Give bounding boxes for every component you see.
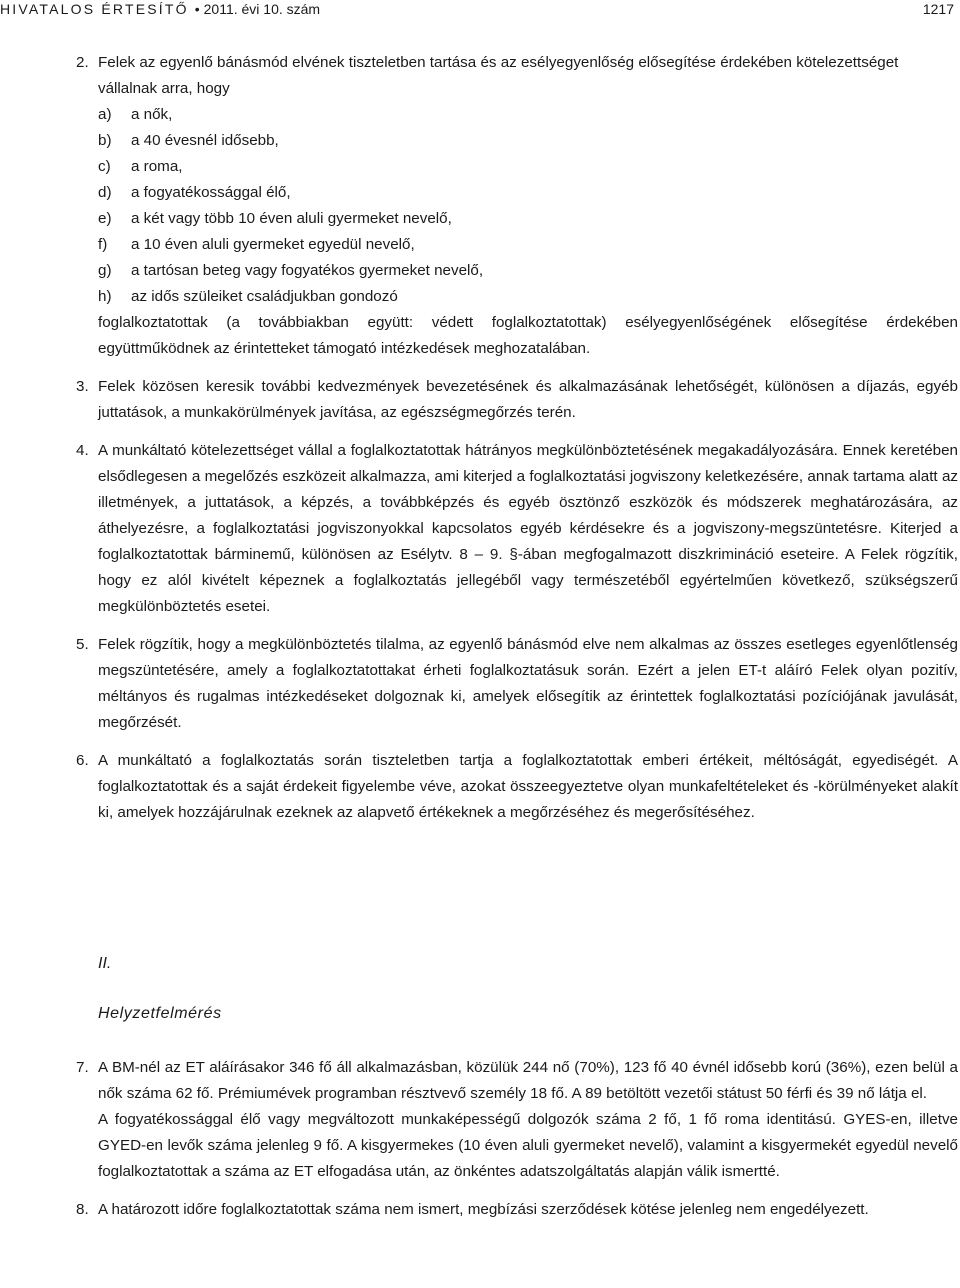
- list-letter: b): [98, 132, 112, 149]
- section-6-text: A munkáltató a foglalkoztatás során tiszteletben tartja a foglalkoztatottak emberi értékeit, méltóságát, egyediségét. A foglalkoztatottak és a saját érdekeit figyelembe véve, azokat összeegyeztetve olyan munkafeltételeket és -körülményeket alakít ki, amelyek hozzájárulnak ezeknek az alapvető értékeknek a megőrzéséhez és megerősítéséhez.: [98, 752, 958, 821]
- list-item: [98, 180, 958, 206]
- section-number: 3.: [76, 378, 89, 395]
- list-letter: c): [98, 158, 111, 175]
- list-item: [98, 284, 958, 310]
- list-letter: h): [98, 288, 112, 305]
- list-letter: e): [98, 210, 112, 227]
- list-text: a fogyatékossággal élő,: [131, 184, 291, 201]
- list-item: [98, 258, 958, 284]
- list-text: a tartósan beteg vagy fogyatékos gyermeket nevelő,: [131, 262, 484, 279]
- section-2-outro: foglalkoztatottak (a továbbiakban együtt: védett foglalkoztatottak) esélyegyenlőségének elősegítése érdekében együttműködnek az érintetteket támogató intézkedések meghozatalában.: [98, 314, 958, 357]
- section-number: 8.: [76, 1201, 89, 1218]
- list-item: [98, 206, 958, 232]
- journal-header: [0, 2, 320, 16]
- section-5-text: Felek rögzítik, hogy a megkülönböztetés tilalma, az egyenlő bánásmód elve nem alkalmas az összes esetleges egyenlőtlenség megszüntetésére, amely a foglalkoztatottakat érheti foglalkoztatásuk során. Ezért a jelen ET-t aláíró Felek olyan pozitív, méltányos és rugalmas intézkedéseket dolgoznak ki, amelyek elősegítik az érintettek foglalkoztatási pozíciójának javulását, megőrzését.: [98, 636, 958, 731]
- section-5: [0, 632, 958, 736]
- page-header: [0, 0, 960, 22]
- protected-groups-list: [98, 102, 958, 310]
- section-2: [0, 50, 958, 362]
- issue-label: 2011. évi 10. szám: [203, 1, 321, 17]
- list-letter: f): [98, 236, 108, 253]
- journal-title: HIVATALOS ÉRTESÍTŐ: [0, 1, 189, 17]
- header-bullet: •: [194, 1, 200, 17]
- list-text: a nők,: [131, 106, 173, 123]
- list-letter: g): [98, 262, 112, 279]
- list-item: [98, 154, 958, 180]
- section-4-text: A munkáltató kötelezettséget vállal a foglalkoztatottak hátrányos megkülönböztetésének megakadályozására. Ennek keretében elsődlegesen a megelőzés eszközeit alkalmazza, ami kiterjed a foglalkoztatási jogviszony keletkezésére, annak tartama alatt az illetmények, a juttatások, a képzés, a továbbképzés és egyéb ösztönző eszközök és módszerek meghatározására, az áthelyezésre, a foglalkoztatási jogviszonyokkal kapcsolatos egyéb kérdésekre és a jogviszony-megszüntetésre. Kiterjed a foglalkoztatottak bárminemű, különösen az Esélytv. 8 – 9. §-ában megfogalmazott diszkrimináció eseteire. A Felek rögzítik, hogy ez alól kivételt képeznek a foglalkoztatás jellegéből vagy természetéből egyértelműen következő, szükségszerű megkülönböztetés esetei.: [98, 442, 958, 615]
- chapter-number: II.: [98, 955, 112, 972]
- section-number: 5.: [76, 636, 89, 653]
- list-text: a roma,: [131, 158, 183, 175]
- list-text: az idős szüleiket családjukban gondozó: [131, 288, 398, 305]
- section-number: 7.: [76, 1059, 89, 1076]
- section-8: [0, 1197, 958, 1223]
- section-3: [0, 374, 958, 426]
- section-number: 6.: [76, 752, 89, 769]
- list-text: a két vagy több 10 éven aluli gyermeket nevelő,: [131, 210, 452, 227]
- document-body-lower: [0, 1055, 958, 1223]
- section-3-text: Felek közösen keresik további kedvezmények bevezetésének és alkalmazásának lehetőségét, különösen a díjazás, egyéb juttatások, a munkakörülmények javítása, az egészségmegőrzés terén.: [98, 378, 958, 421]
- section-8-text: A határozott időre foglalkoztatottak száma nem ismert, megbízási szerződések kötése jelenleg nem engedélyezett.: [98, 1201, 869, 1218]
- page-number: 1217: [922, 1, 954, 17]
- document-body: [0, 50, 958, 826]
- list-text: a 10 éven aluli gyermeket egyedül nevelő,: [131, 236, 415, 253]
- section-number: 2.: [76, 54, 89, 71]
- list-item: [98, 232, 958, 258]
- list-letter: d): [98, 184, 112, 201]
- section-2-intro: Felek az egyenlő bánásmód elvének tiszteletben tartása és az esélyegyenlőség elősegítése érdekében kötelezettséget vállalnak arra, hogy: [98, 54, 899, 97]
- section-6: [0, 748, 958, 826]
- list-letter: a): [98, 106, 112, 123]
- list-text: a 40 évesnél idősebb,: [131, 132, 279, 149]
- section-7-paragraph-2: A fogyatékossággal élő vagy megváltozott munkaképességű dolgozók száma 2 fő, 1 fő roma identitású. GYES-en, illetve GYED-en levők száma jelenleg 9 fő. A kisgyermekes (10 éven aluli gyermeket nevelő), valamint a kisgyermekét egyedül nevelő foglalkoztatottak a száma az ET elfogadása után, az önkéntes adatszolgáltatás alapján válik ismertté.: [98, 1111, 958, 1180]
- section-7-paragraph-1: A BM-nél az ET aláírásakor 346 fő áll alkalmazásban, közülük 244 nő (70%), 123 fő 40 évnél idősebb korú (36%), ezen belül a nők száma 62 fő. Prémiumévek programban résztvevő személy 18 fő. A 89 betöltött vezetői státust 50 férfi és 39 nő látja el.: [98, 1059, 958, 1102]
- section-7: [0, 1055, 958, 1185]
- list-item: [98, 102, 958, 128]
- section-number: 4.: [76, 442, 89, 459]
- section-4: [0, 438, 958, 620]
- chapter-title: Helyzetfelmérés: [98, 1005, 222, 1022]
- list-item: [98, 128, 958, 154]
